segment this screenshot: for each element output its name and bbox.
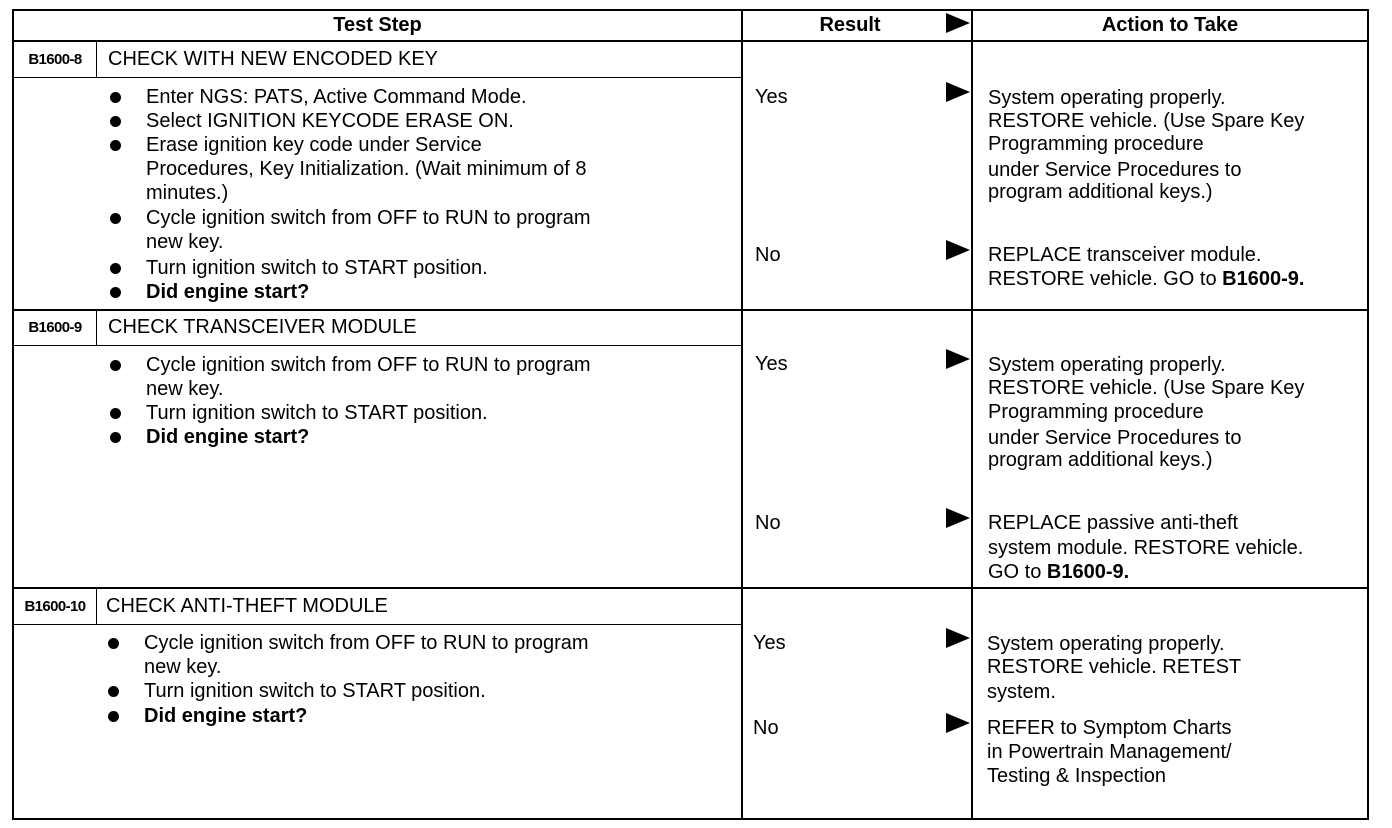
- result-yes: Yes: [753, 632, 786, 654]
- row-divider-1: [12, 309, 1369, 311]
- header-action: Action to Take: [1101, 14, 1239, 36]
- arrow-icon: [946, 240, 970, 260]
- step-code: B1600-9: [28, 319, 82, 336]
- step-title: CHECK TRANSCEIVER MODULE: [108, 316, 417, 338]
- code-divider-1: [96, 42, 97, 78]
- header-arrow-icon: [946, 13, 970, 33]
- action-yes-line: program additional keys.): [988, 181, 1213, 203]
- border-bottom: [12, 818, 1369, 820]
- step-bullet-text: Turn ignition switch to START position.: [146, 402, 488, 424]
- title-underline-1: [12, 77, 743, 78]
- action-yes-line: under Service Procedures to: [988, 427, 1242, 449]
- action-no-line: in Powertrain Management/: [987, 741, 1232, 763]
- action-yes-line: System operating properly.: [988, 87, 1226, 109]
- action-yes-line: RESTORE vehicle. RETEST: [987, 656, 1242, 678]
- step-question: Did engine start?: [146, 426, 310, 448]
- col-divider-action: [971, 9, 973, 820]
- bullet-icon: [108, 711, 119, 722]
- action-yes-line: System operating properly.: [988, 354, 1226, 376]
- action-yes-line: RESTORE vehicle. (Use Spare Key: [988, 377, 1305, 399]
- row-divider-2: [12, 587, 1369, 589]
- header-test-step: Test Step: [333, 14, 422, 36]
- step-bullet-text: Turn ignition switch to START position.: [146, 257, 488, 279]
- result-no: No: [753, 717, 779, 739]
- goto-step-link[interactable]: B1600-9: [1046, 561, 1124, 583]
- bullet-icon: [110, 432, 121, 443]
- result-no: No: [755, 244, 781, 266]
- bullet-icon: [110, 287, 121, 298]
- border-left: [12, 9, 14, 820]
- border-right: [1367, 9, 1369, 820]
- step-bullet-text: Cycle ignition switch from OFF to RUN to program: [146, 354, 591, 376]
- step-bullet-text: Select IGNITION KEYCODE ERASE ON.: [146, 110, 514, 132]
- step-bullet-text: Turn ignition switch to START position.: [144, 680, 486, 702]
- action-yes-line: program additional keys.): [988, 449, 1213, 471]
- bullet-icon: [110, 213, 121, 224]
- step-bullet-text: Cycle ignition switch from OFF to RUN to program: [144, 632, 589, 654]
- action-yes-line: Programming procedure: [988, 133, 1204, 155]
- step-bullet-text: Enter NGS: PATS, Active Command Mode.: [146, 86, 527, 108]
- arrow-icon: [946, 508, 970, 528]
- result-yes: Yes: [755, 353, 788, 375]
- bullet-icon: [108, 638, 119, 649]
- title-underline-3: [12, 624, 743, 625]
- arrow-icon: [946, 628, 970, 648]
- action-yes-line: system.: [987, 681, 1056, 703]
- bullet-icon: [110, 140, 121, 151]
- bullet-icon: [110, 92, 121, 103]
- action-no-line: Testing & Inspection: [987, 765, 1166, 787]
- step-title: CHECK WITH NEW ENCODED KEY: [108, 48, 439, 70]
- arrow-icon: [946, 349, 970, 369]
- action-no-line: system module. RESTORE vehicle.: [988, 537, 1304, 559]
- action-yes-line: under Service Procedures to: [988, 159, 1242, 181]
- header-result: Result: [819, 14, 881, 36]
- step-bullet-text: Procedures, Key Initialization. (Wait minimum of 8: [146, 158, 587, 180]
- step-question: Did engine start?: [144, 705, 308, 727]
- action-no-line: RESTORE vehicle. GO to B1600-9.: [988, 268, 1305, 290]
- step-bullet-text: new key.: [146, 378, 224, 400]
- action-no-line: REFER to Symptom Charts: [987, 717, 1232, 739]
- step-code: B1600-8: [28, 51, 82, 68]
- step-title: CHECK ANTI-THEFT MODULE: [106, 595, 388, 617]
- arrow-icon: [946, 713, 970, 733]
- bullet-icon: [110, 408, 121, 419]
- col-divider-result: [741, 9, 743, 820]
- header-divider: [12, 40, 1369, 42]
- step-bullet-text: new key.: [144, 656, 222, 678]
- goto-step-link[interactable]: B1600-9: [1222, 268, 1299, 290]
- action-yes-line: RESTORE vehicle. (Use Spare Key: [988, 110, 1305, 132]
- result-yes: Yes: [755, 86, 788, 108]
- bullet-icon: [110, 116, 121, 127]
- step-bullet-text: new key.: [146, 231, 224, 253]
- bullet-icon: [108, 686, 119, 697]
- bullet-icon: [110, 360, 121, 371]
- bullet-icon: [110, 263, 121, 274]
- step-code: B1600-10: [24, 598, 86, 615]
- action-no-line: REPLACE transceiver module.: [988, 244, 1262, 266]
- action-no-line: GO to B1600-9.: [988, 561, 1130, 583]
- step-question: Did engine start?: [146, 281, 310, 303]
- title-underline-2: [12, 345, 743, 346]
- step-bullet-text: minutes.): [146, 182, 229, 204]
- arrow-icon: [946, 82, 970, 102]
- action-yes-line: System operating properly.: [987, 633, 1225, 655]
- code-divider-2: [96, 311, 97, 346]
- step-bullet-text: Erase ignition key code under Service: [146, 134, 482, 156]
- result-no: No: [755, 512, 781, 534]
- code-divider-3: [96, 589, 97, 625]
- action-no-line: REPLACE passive anti-theft: [988, 512, 1239, 534]
- action-yes-line: Programming procedure: [988, 401, 1204, 423]
- step-bullet-text: Cycle ignition switch from OFF to RUN to program: [146, 207, 591, 229]
